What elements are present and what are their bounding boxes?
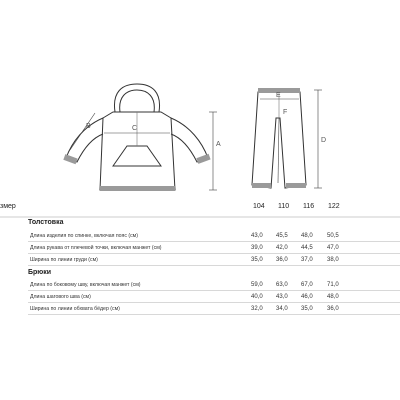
letter-e: E <box>276 92 281 99</box>
section-title-pants: Брюки <box>28 269 52 276</box>
row-value: 38,0 <box>327 257 339 263</box>
measure-line-f <box>278 118 279 183</box>
row-value: 36,0 <box>327 306 339 312</box>
row-value: 63,0 <box>276 282 288 288</box>
row-value: 46,0 <box>301 294 313 300</box>
hoodie-drawing <box>66 84 208 190</box>
hoodie-hem <box>100 186 175 191</box>
row-value: 47,0 <box>327 245 339 251</box>
row-value: 67,0 <box>301 282 313 288</box>
row-divider <box>28 314 400 315</box>
row-value: 35,0 <box>251 257 263 263</box>
table-row <box>0 255 400 266</box>
row-value: 44,5 <box>301 245 313 251</box>
pants-drawing <box>252 92 306 188</box>
header-separator <box>0 216 400 218</box>
row-value: 48,0 <box>301 233 313 239</box>
section-title-hoodie: Толстовка <box>28 219 64 226</box>
size-header-label: змер <box>0 203 16 210</box>
right-ankle-cuff <box>286 183 306 188</box>
row-label: Ширина по линии обхвата бёдер (см) <box>30 306 120 312</box>
size-122: 122 <box>328 203 340 210</box>
row-divider <box>28 290 400 291</box>
table-row <box>0 304 400 315</box>
row-value: 34,0 <box>276 306 288 312</box>
letter-d: D <box>321 137 327 144</box>
row-value: 37,0 <box>301 257 313 263</box>
row-value: 40,0 <box>251 294 263 300</box>
size-104: 104 <box>253 203 265 210</box>
row-value: 43,0 <box>251 233 263 239</box>
row-value: 50,5 <box>327 233 339 239</box>
left-ankle-cuff <box>252 183 271 188</box>
row-divider <box>28 253 400 254</box>
row-label: Ширина по линии груди (см) <box>30 257 98 263</box>
row-label: Длина по боковому шву, включая манжет (см) <box>30 282 141 288</box>
table-row <box>0 231 400 242</box>
row-label: Длина изделия по спинке, включая пояс (см) <box>30 233 138 239</box>
row-value: 43,0 <box>276 294 288 300</box>
row-value: 59,0 <box>251 282 263 288</box>
left-cuff <box>63 154 77 164</box>
size-header <box>0 203 400 215</box>
row-value: 39,0 <box>251 245 263 251</box>
row-value: 32,0 <box>251 306 263 312</box>
table-row <box>0 243 400 254</box>
row-value: 48,0 <box>327 294 339 300</box>
letter-a: A <box>216 141 221 148</box>
size-116: 116 <box>303 203 315 210</box>
row-value: 71,0 <box>327 282 339 288</box>
row-label: Длина шагового шва (см) <box>30 294 91 300</box>
measure-line-b <box>70 113 95 150</box>
table-row <box>0 292 400 303</box>
row-value: 36,0 <box>276 257 288 263</box>
size-110: 110 <box>278 203 290 210</box>
row-divider <box>28 302 400 303</box>
letter-b: B <box>86 123 91 130</box>
row-divider <box>28 241 400 242</box>
row-value: 45,5 <box>276 233 288 239</box>
letter-c: C <box>132 125 138 132</box>
row-value: 35,0 <box>301 306 313 312</box>
letter-f: F <box>283 109 288 116</box>
right-cuff <box>196 154 210 164</box>
table-row <box>0 280 400 291</box>
row-divider <box>28 265 400 266</box>
row-label: Длина рукава от плечевой точки, включая манжет (см) <box>30 245 162 251</box>
row-value: 42,0 <box>276 245 288 251</box>
